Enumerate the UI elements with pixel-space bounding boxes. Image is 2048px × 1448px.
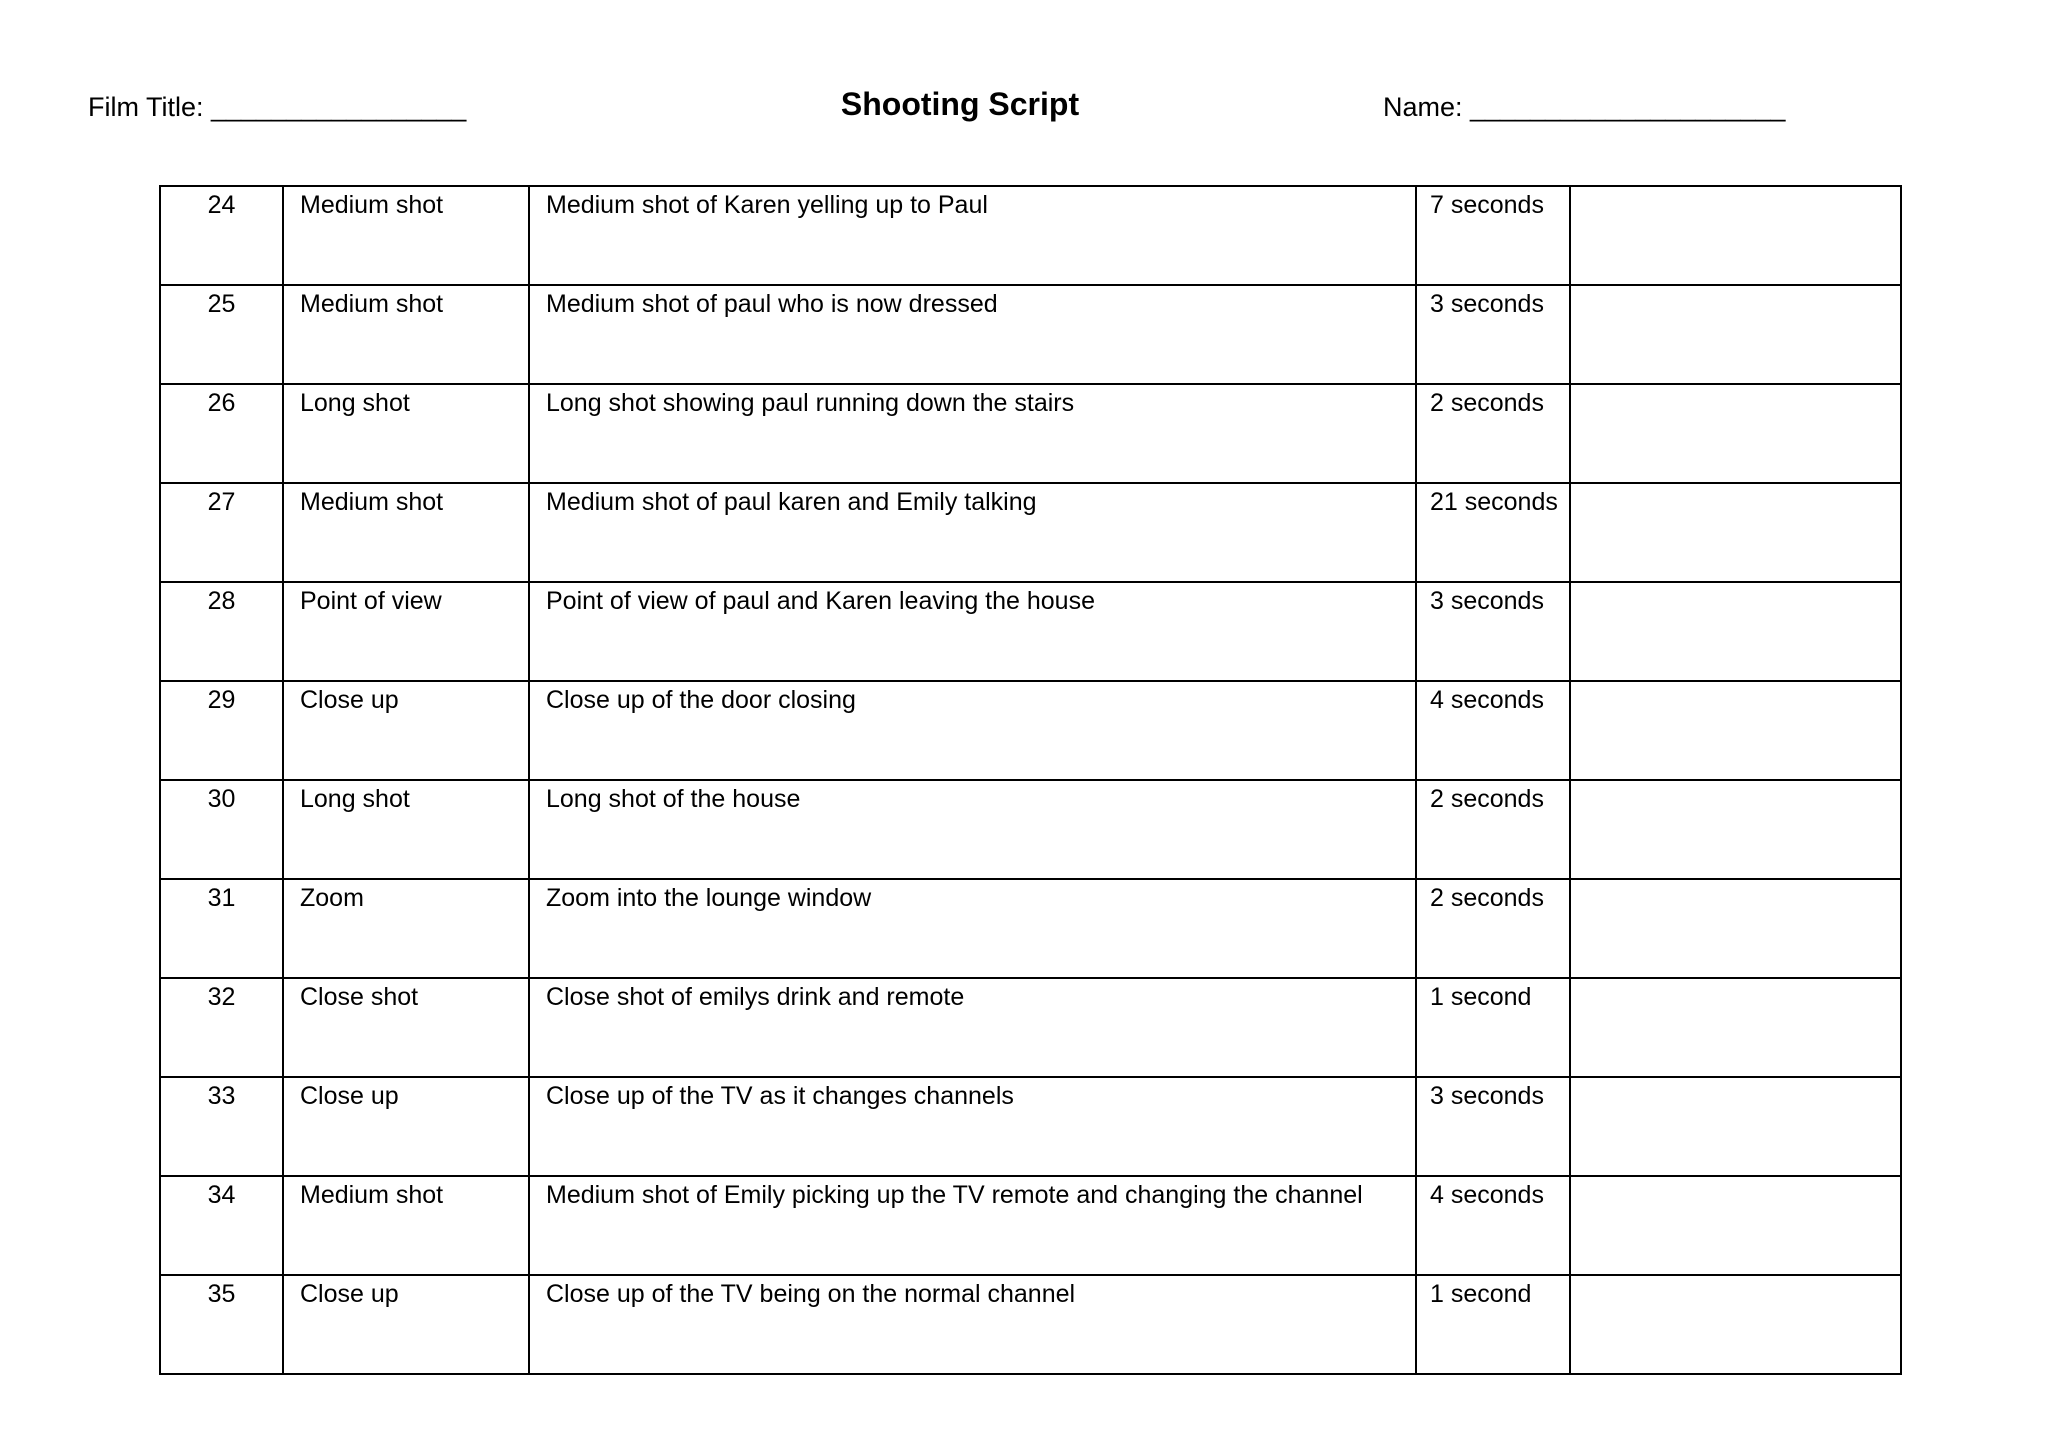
shot-description: Long shot of the house bbox=[529, 780, 1416, 879]
table-row bbox=[160, 384, 1901, 483]
table-row bbox=[160, 285, 1901, 384]
table-row bbox=[160, 186, 1901, 285]
shot-type: Close up bbox=[283, 681, 529, 780]
shot-description: Medium shot of Emily picking up the TV remote and changing the channel bbox=[529, 1176, 1416, 1275]
shot-number: 27 bbox=[160, 483, 283, 582]
shot-number: 29 bbox=[160, 681, 283, 780]
shot-notes bbox=[1570, 186, 1901, 285]
shot-duration: 3 seconds bbox=[1416, 582, 1570, 681]
shot-description: Close up of the door closing bbox=[529, 681, 1416, 780]
shot-type: Medium shot bbox=[283, 186, 529, 285]
shooting-script-table bbox=[159, 185, 1902, 1375]
shot-type: Close shot bbox=[283, 978, 529, 1077]
shot-description: Point of view of paul and Karen leaving the house bbox=[529, 582, 1416, 681]
shot-notes bbox=[1570, 978, 1901, 1077]
shot-duration: 2 seconds bbox=[1416, 879, 1570, 978]
shot-number: 26 bbox=[160, 384, 283, 483]
shot-duration: 4 seconds bbox=[1416, 681, 1570, 780]
shot-duration: 4 seconds bbox=[1416, 1176, 1570, 1275]
shot-description: Close shot of emilys drink and remote bbox=[529, 978, 1416, 1077]
shot-type: Point of view bbox=[283, 582, 529, 681]
page-title: Shooting Script bbox=[840, 86, 1080, 122]
table-row bbox=[160, 681, 1901, 780]
shot-notes bbox=[1570, 780, 1901, 879]
shot-number: 25 bbox=[160, 285, 283, 384]
shot-type: Medium shot bbox=[283, 483, 529, 582]
shot-notes bbox=[1570, 681, 1901, 780]
shot-notes bbox=[1570, 1176, 1901, 1275]
shot-number: 32 bbox=[160, 978, 283, 1077]
table-row bbox=[160, 1176, 1901, 1275]
shot-description: Medium shot of Karen yelling up to Paul bbox=[529, 186, 1416, 285]
shot-notes bbox=[1570, 384, 1901, 483]
shot-description: Zoom into the lounge window bbox=[529, 879, 1416, 978]
shot-type: Long shot bbox=[283, 780, 529, 879]
shot-notes bbox=[1570, 285, 1901, 384]
shot-duration: 7 seconds bbox=[1416, 186, 1570, 285]
shot-duration: 2 seconds bbox=[1416, 384, 1570, 483]
shot-duration: 21 seconds bbox=[1416, 483, 1570, 582]
shot-notes bbox=[1570, 879, 1901, 978]
shot-notes bbox=[1570, 1275, 1901, 1374]
table-row bbox=[160, 1077, 1901, 1176]
shot-duration: 1 second bbox=[1416, 978, 1570, 1077]
table-row bbox=[160, 978, 1901, 1077]
shot-duration: 1 second bbox=[1416, 1275, 1570, 1374]
table-row bbox=[160, 1275, 1901, 1374]
shot-notes bbox=[1570, 582, 1901, 681]
shot-type: Zoom bbox=[283, 879, 529, 978]
shot-notes bbox=[1570, 483, 1901, 582]
shot-type: Medium shot bbox=[283, 285, 529, 384]
shot-type: Long shot bbox=[283, 384, 529, 483]
table-row bbox=[160, 483, 1901, 582]
shot-number: 24 bbox=[160, 186, 283, 285]
shot-duration: 3 seconds bbox=[1416, 1077, 1570, 1176]
table-row bbox=[160, 879, 1901, 978]
shot-description: Long shot showing paul running down the stairs bbox=[529, 384, 1416, 483]
shot-number: 35 bbox=[160, 1275, 283, 1374]
shot-type: Medium shot bbox=[283, 1176, 529, 1275]
shot-description: Medium shot of paul who is now dressed bbox=[529, 285, 1416, 384]
table-row bbox=[160, 780, 1901, 879]
shot-description: Medium shot of paul karen and Emily talking bbox=[529, 483, 1416, 582]
shot-notes bbox=[1570, 1077, 1901, 1176]
shot-type: Close up bbox=[283, 1275, 529, 1374]
shot-type: Close up bbox=[283, 1077, 529, 1176]
shot-duration: 3 seconds bbox=[1416, 285, 1570, 384]
shot-number: 30 bbox=[160, 780, 283, 879]
shot-description: Close up of the TV as it changes channels bbox=[529, 1077, 1416, 1176]
film-title-field: Film Title: _________________ bbox=[88, 92, 467, 122]
shot-number: 31 bbox=[160, 879, 283, 978]
shot-number: 33 bbox=[160, 1077, 283, 1176]
shot-number: 34 bbox=[160, 1176, 283, 1275]
page-header bbox=[0, 0, 2048, 160]
shot-duration: 2 seconds bbox=[1416, 780, 1570, 879]
shot-number: 28 bbox=[160, 582, 283, 681]
table-row bbox=[160, 582, 1901, 681]
shot-description: Close up of the TV being on the normal channel bbox=[529, 1275, 1416, 1374]
name-field: Name: _____________________ bbox=[1383, 92, 1786, 122]
